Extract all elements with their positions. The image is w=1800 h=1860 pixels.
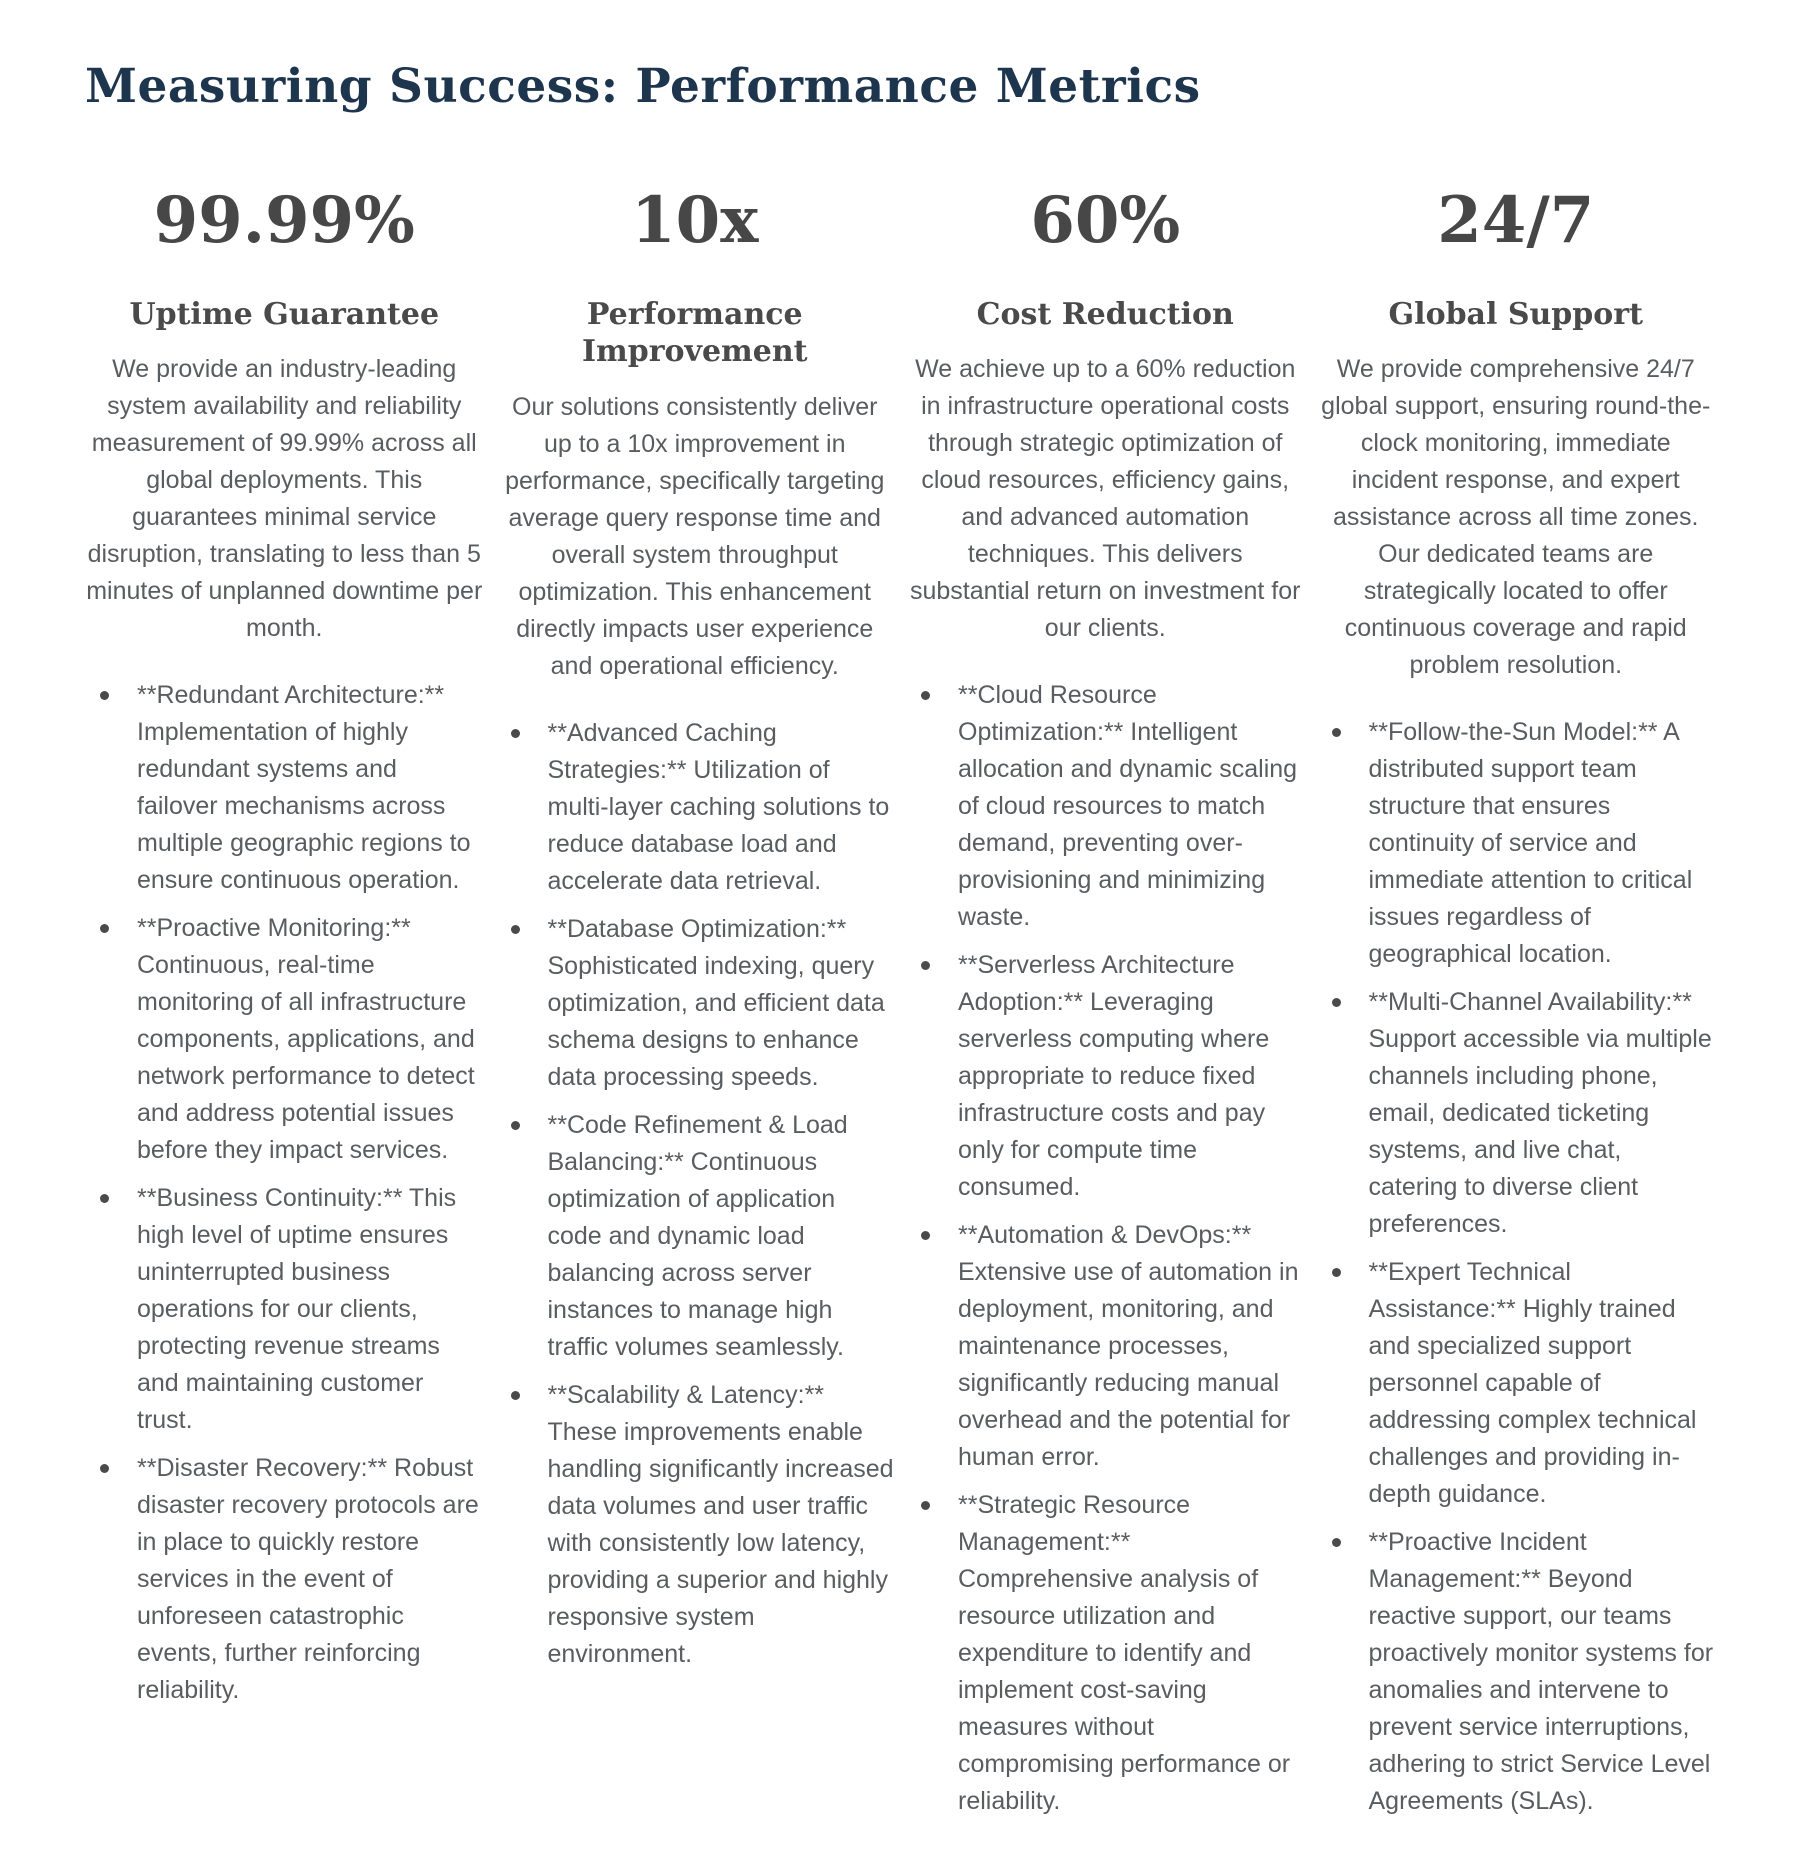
bullet-item: **Strategic Resource Management:** Comprehensive analysis of resource utilization and expenditure to identify and implement cost-saving measures without compromising performance or reliability. <box>906 1487 1305 1820</box>
metric-description: We provide an industry-leading system availability and reliability measurement of 99.99% across all global deployments. This guarantees minimal service disruption, translating to less than 5 minutes of unplanned downtime per month. <box>86 355 483 643</box>
metric-heading: Global Support <box>1388 296 1643 332</box>
bullet-item: **Redundant Architecture:** Implementation of highly redundant systems and failover mechanisms across multiple geographic regions to ensure continuous operation. <box>85 677 484 899</box>
stat-value: 60% <box>1030 182 1181 258</box>
bullet-item: **Automation & DevOps:** Extensive use of automation in deployment, monitoring, and maintenance processes, significantly reducing manual overhead and the potential for human error. <box>906 1217 1305 1476</box>
metric-bullet-list <box>85 677 484 1709</box>
bullet-item: **Expert Technical Assistance:** Highly trained and specialized support personnel capable of addressing complex technical challenges and providing in-depth guidance. <box>1317 1254 1716 1513</box>
bullet-item: **Multi-Channel Availability:** Support accessible via multiple channels including phone, email, dedicated ticketing systems, and live chat, catering to diverse client preferences. <box>1317 984 1716 1243</box>
bullet-item: **Code Refinement & Load Balancing:** Continuous optimization of application code and dynamic load balancing across server instances to manage high traffic volumes seamlessly. <box>496 1107 895 1366</box>
metric-heading: Performance Improvement <box>581 296 808 370</box>
bullet-item: **Database Optimization:** Sophisticated indexing, query optimization, and efficient data schema designs to enhance data processing speeds. <box>496 911 895 1096</box>
bullet-item: **Proactive Incident Management:** Beyond reactive support, our teams proactively monitor systems for anomalies and intervene to prevent service interruptions, adhering to strict Service Level Agreements (SLAs). <box>1317 1524 1716 1820</box>
stat-value: 99.99% <box>153 182 415 258</box>
metric-description: Our solutions consistently deliver up to a 10x improvement in performance, specifically targeting average query response time and overall system throughput optimization. This enhancement directly impacts user experience and operational efficiency. <box>505 392 885 680</box>
metric-bullet-list <box>496 715 895 1673</box>
bullet-item: **Advanced Caching Strategies:** Utilization of multi-layer caching solutions to reduce database load and accelerate data retrieval. <box>496 715 895 900</box>
bullet-item: **Proactive Monitoring:** Continuous, real-time monitoring of all infrastructure components, applications, and network performance to detect and address potential issues before they impact services. <box>85 910 484 1169</box>
bullet-item: **Business Continuity:** This high level of uptime ensures uninterrupted business operations for our clients, protecting revenue streams and maintaining customer trust. <box>85 1180 484 1439</box>
metric-heading: Uptime Guarantee <box>129 296 440 332</box>
bullet-item: **Disaster Recovery:** Robust disaster recovery protocols are in place to quickly restore services in the event of unforeseen catastrophic events, further reinforcing reliability. <box>85 1450 484 1709</box>
metric-bullet-list <box>1317 714 1716 1820</box>
metric-column-support <box>1317 179 1716 1832</box>
bullet-item: **Scalability & Latency:** These improvements enable handling significantly increased data volumes and user traffic with consistently low latency, providing a superior and highly responsive system environment. <box>496 1377 895 1673</box>
metric-description: We provide comprehensive 24/7 global support, ensuring round-the-clock monitoring, immediate incident response, and expert assistance across all time zones. Our dedicated teams are strategically located to offer continuous coverage and rapid problem resolution. <box>1321 355 1711 680</box>
page-title: Measuring Success: Performance Metrics <box>85 59 1201 114</box>
metrics-grid <box>85 179 1715 1832</box>
stat-value: 24/7 <box>1437 182 1595 258</box>
bullet-item: **Cloud Resource Optimization:** Intelligent allocation and dynamic scaling of cloud resources to match demand, preventing over-provisioning and minimizing waste. <box>906 677 1305 936</box>
metric-heading: Cost Reduction <box>976 296 1234 332</box>
metric-column-performance <box>496 179 895 1832</box>
metric-column-cost <box>906 179 1305 1832</box>
stat-value: 10x <box>631 182 759 258</box>
metric-description: We achieve up to a 60% reduction in infrastructure operational costs through strategic optimization of cloud resources, efficiency gains, and advanced automation techniques. This delivers substantial return on investment for our clients. <box>910 355 1301 643</box>
bullet-item: **Follow-the-Sun Model:** A distributed support team structure that ensures continuity of service and immediate attention to critical issues regardless of geographical location. <box>1317 714 1716 973</box>
metric-column-uptime <box>85 179 484 1832</box>
bullet-item: **Serverless Architecture Adoption:** Leveraging serverless computing where appropriate to reduce fixed infrastructure costs and pay only for compute time consumed. <box>906 947 1305 1206</box>
metric-bullet-list <box>906 677 1305 1820</box>
